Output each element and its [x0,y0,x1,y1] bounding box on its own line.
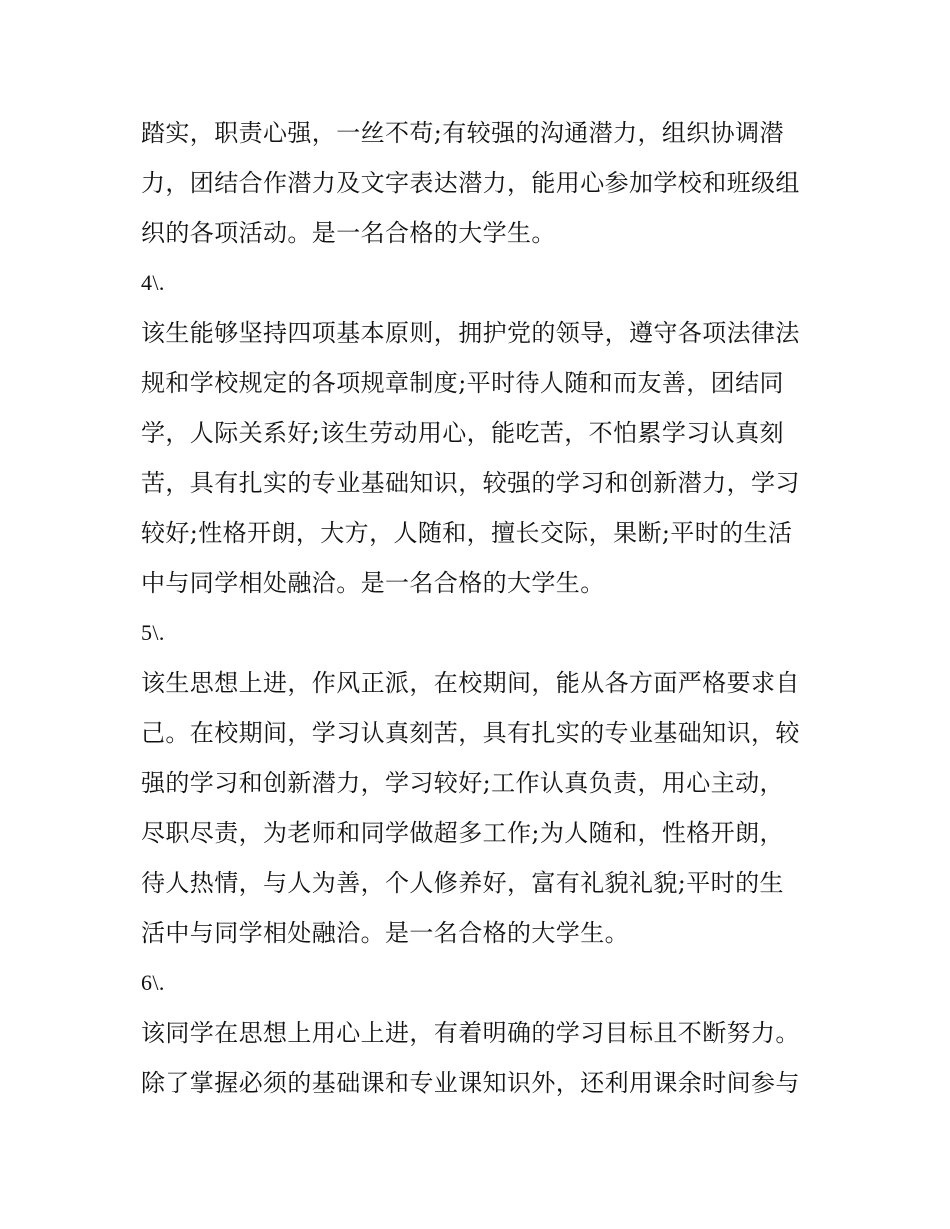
text-line: 待人热情，与人为善，个人修养好，富有礼貌礼貌;平时的生 [141,869,784,897]
text-line: 该生能够坚持四项基本原则，拥护党的领导，遵守各项法律法 [141,319,800,347]
text-line: 己。在校期间，学习认真刻苦，具有扎实的专业基础知识，较 [141,719,800,747]
text-line: 活中与同学相处融洽。是一名合格的大学生。 [141,919,629,947]
text-line: 力，团结合作潜力及文字表达潜力，能用心参加学校和班级组 [141,169,800,197]
text-line: 学，人际关系好;该生劳动用心，能吃苦，不怕累学习认真刻 [141,419,784,447]
text-line: 该同学在思想上用心上进，有着明确的学习目标且不断努力。 [141,1019,800,1047]
document-body [141,108,821,1108]
item-number: 4\. [141,270,165,295]
item-number: 5\. [141,620,165,645]
item-number: 6\. [141,970,165,995]
text-line: 规和学校规定的各项规章制度;平时待人随和而友善，团结同 [141,369,784,397]
text-line: 织的各项活动。是一名合格的大学生。 [141,219,556,247]
text-line: 强的学习和创新潜力，学习较好;工作认真负责，用心主动， [141,769,784,797]
text-line: 苦，具有扎实的专业基础知识，较强的学习和创新潜力，学习 [141,469,800,497]
text-line: 该生思想上进，作风正派，在校期间，能从各方面严格要求自 [141,669,800,697]
text-line: 较好;性格开朗，大方，人随和，擅长交际，果断;平时的生活 [141,519,793,547]
text-line: 除了掌握必须的基础课和专业课知识外，还利用课余时间参与 [141,1069,800,1097]
text-line: 踏实，职责心强，一丝不苟;有较强的沟通潜力，组织协调潜 [141,119,784,147]
text-line: 尽职尽责，为老师和同学做超多工作;为人随和，性格开朗， [141,819,784,847]
text-line: 中与同学相处融洽。是一名合格的大学生。 [141,569,605,597]
